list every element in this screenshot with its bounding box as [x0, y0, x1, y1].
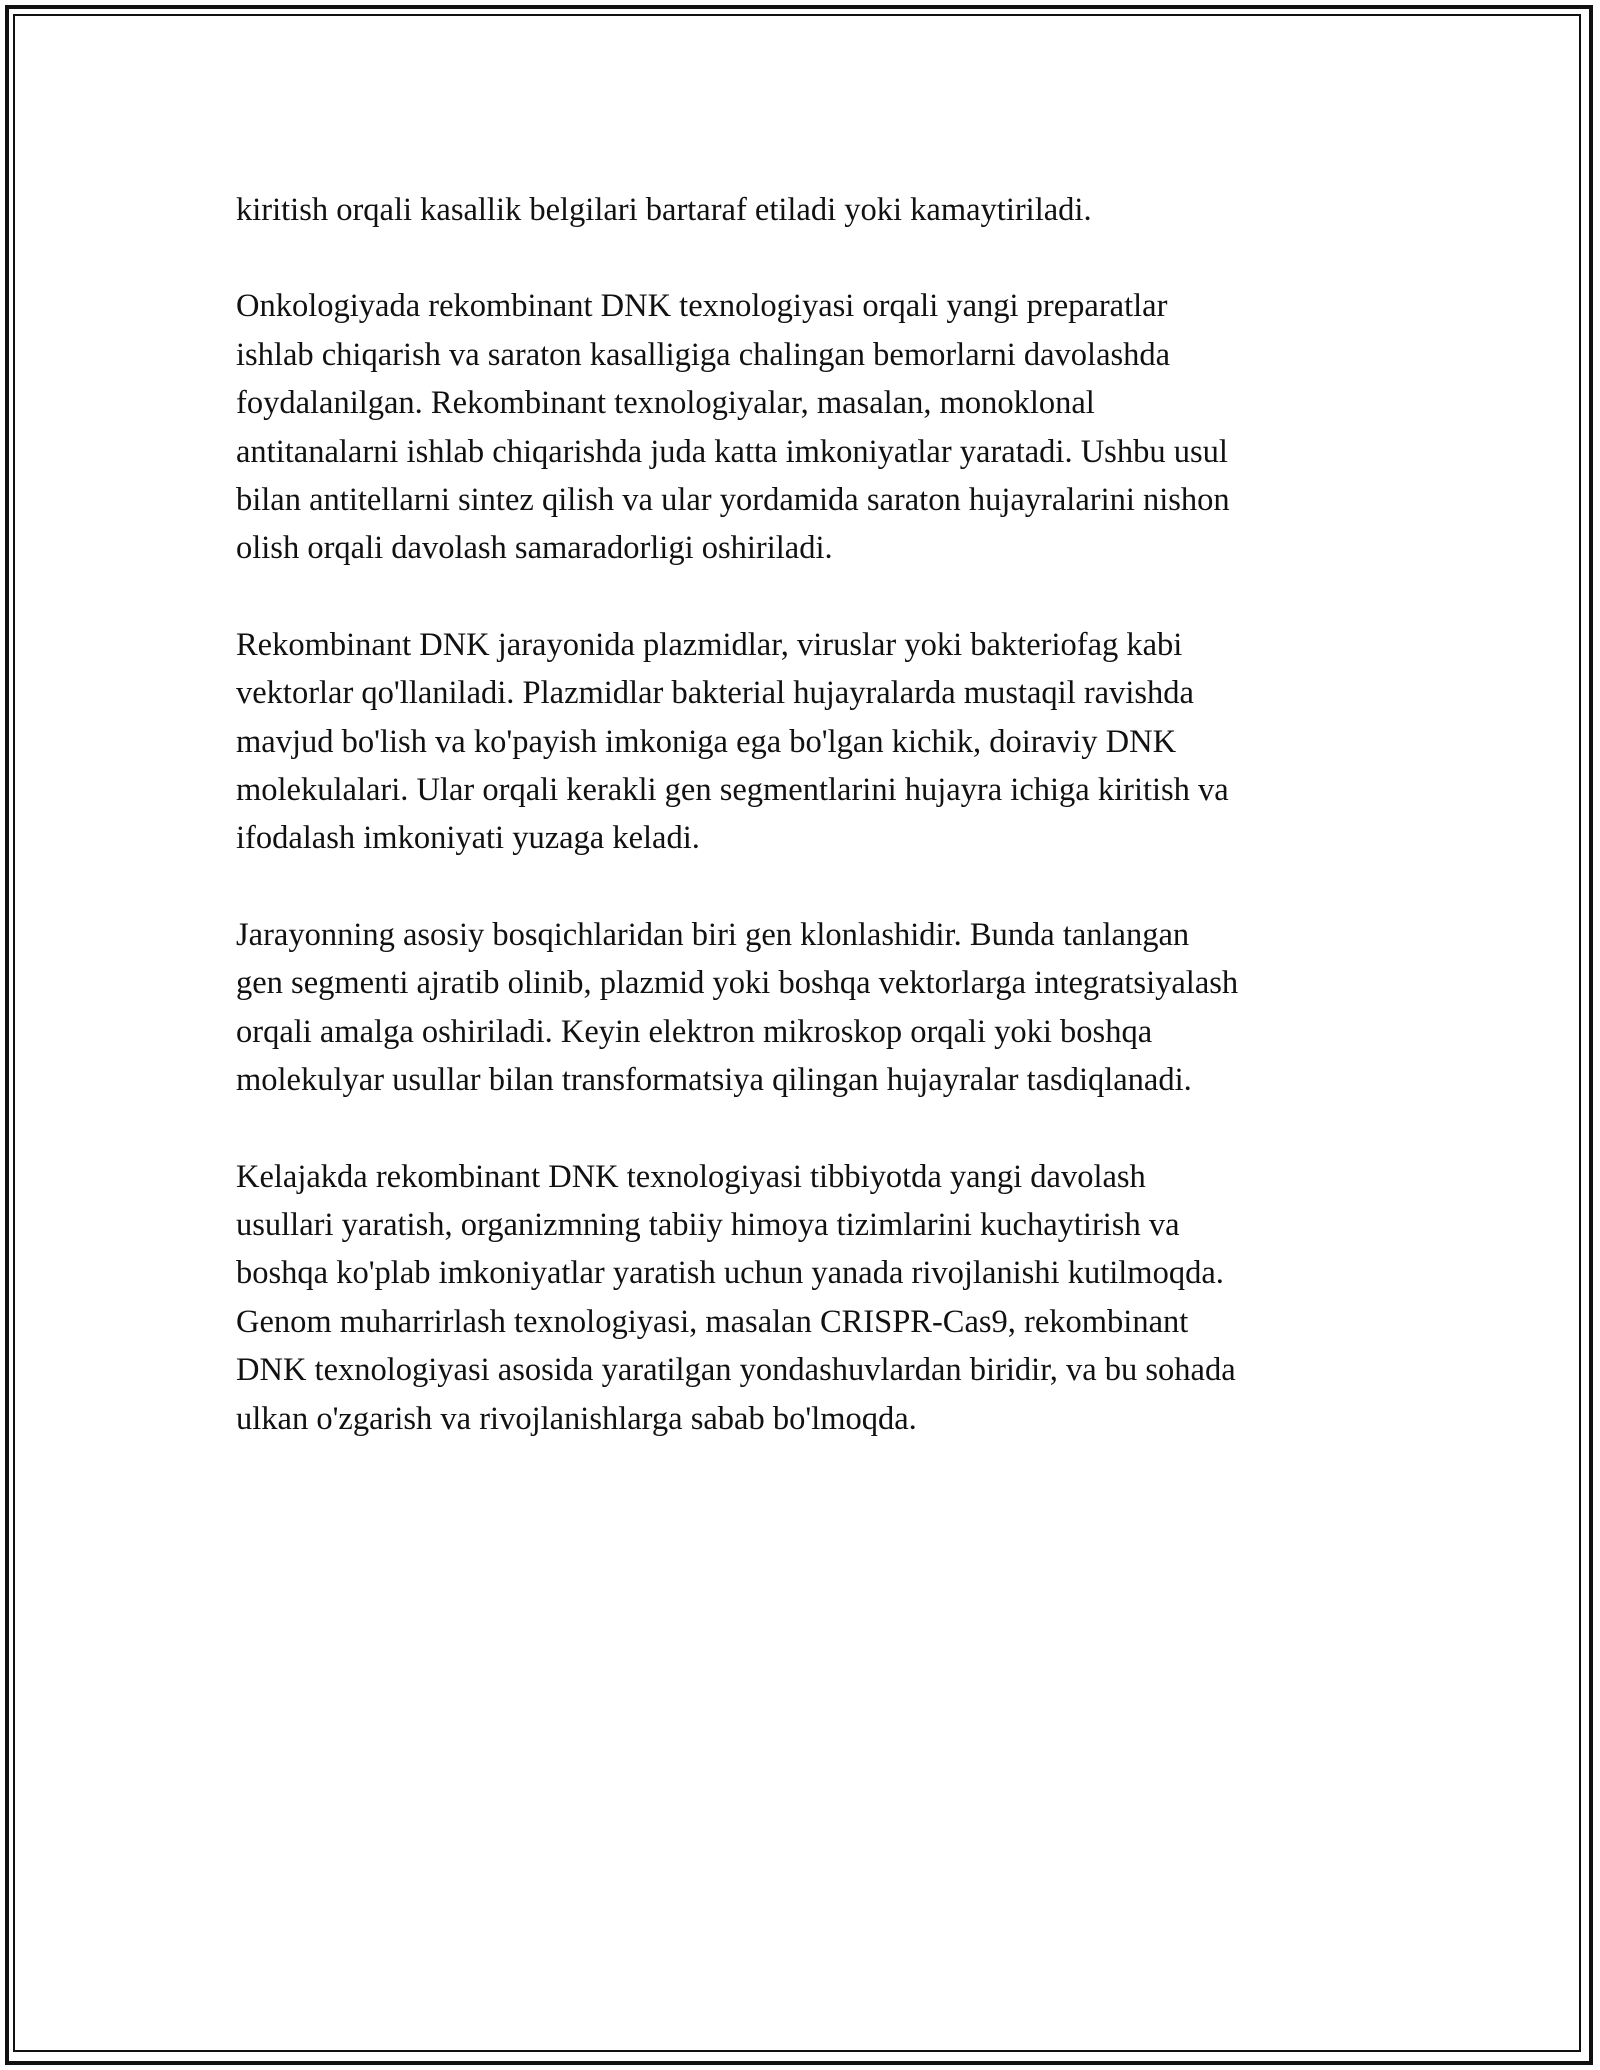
paragraph-5: [236, 1153, 1376, 1443]
text-line: boshqa ko'plab imkoniyatlar yaratish uchun yanada rivojlanishi kutilmoqda.: [236, 1255, 1224, 1292]
text-line: molekulalari. Ular orqali kerakli gen segmentlarini hujayra ichiga kiritish va: [236, 772, 1229, 809]
paragraph-1: [236, 186, 1376, 234]
text-line: gen segmenti ajratib olinib, plazmid yoki boshqa vektorlarga integratsiyalash: [236, 965, 1239, 1002]
text-line: kiritish orqali kasallik belgilari bartaraf etiladi yoki kamaytiriladi.: [236, 192, 1092, 228]
text-line: ifodalash imkoniyati yuzaga keladi.: [236, 820, 700, 857]
text-line: Rekombinant DNK jarayonida plazmidlar, viruslar yoki bakteriofag kabi: [236, 626, 1183, 663]
text-line: bilan antitellarni sintez qilish va ular yordamida saraton hujayralarini nishon: [236, 482, 1230, 519]
text-line: Jarayonning asosiy bosqichlaridan biri gen klonlashidir. Bunda tanlangan: [236, 916, 1190, 953]
text-line: ulkan o'zgarish va rivojlanishlarga sabab bo'lmoqda.: [236, 1400, 917, 1437]
text-line: molekulyar usullar bilan transformatsiya qilingan hujayralar tasdiqlanadi.: [236, 1062, 1192, 1099]
text-line: orqali amalga oshiriladi. Keyin elektron mikroskop orqali yoki boshqa: [236, 1013, 1153, 1050]
text-line: usullari yaratish, organizmning tabiiy himoya tizimlarini kuchaytirish va: [236, 1206, 1180, 1243]
paragraph-4: [236, 911, 1376, 1105]
paragraph-3: [236, 621, 1376, 863]
text-line: vektorlar qo'llaniladi. Plazmidlar bakterial hujayralarda mustaqil ravishda: [236, 675, 1194, 712]
paragraph-2: [236, 282, 1376, 572]
text-line: olish orqali davolash samaradorligi oshiriladi.: [236, 530, 833, 567]
text-line: foydalanilgan. Rekombinant texnologiyalar, masalan, monoklonal: [236, 385, 1095, 422]
text-line: Genom muharrirlash texnologiyasi, masalan CRISPR-Cas9, rekombinant: [236, 1303, 1189, 1340]
text-line: ishlab chiqarish va saraton kasalligiga chalingan bemorlarni davolashda: [236, 336, 1171, 373]
document-body: [236, 186, 1376, 1491]
text-line: mavjud bo'lish va ko'payish imkoniga ega bo'lgan kichik, doiraviy DNK: [236, 723, 1177, 760]
text-line: antitanalarni ishlab chiqarishda juda katta imkoniyatlar yaratadi. Ushbu usul: [236, 433, 1228, 470]
text-line: Onkologiyada rekombinant DNK texnologiyasi orqali yangi preparatlar: [236, 288, 1168, 325]
text-line: Kelajakda rekombinant DNK texnologiyasi tibbiyotda yangi davolash: [236, 1158, 1146, 1195]
text-line: DNK texnologiyasi asosida yaratilgan yondashuvlardan biridir, va bu sohada: [236, 1352, 1236, 1389]
